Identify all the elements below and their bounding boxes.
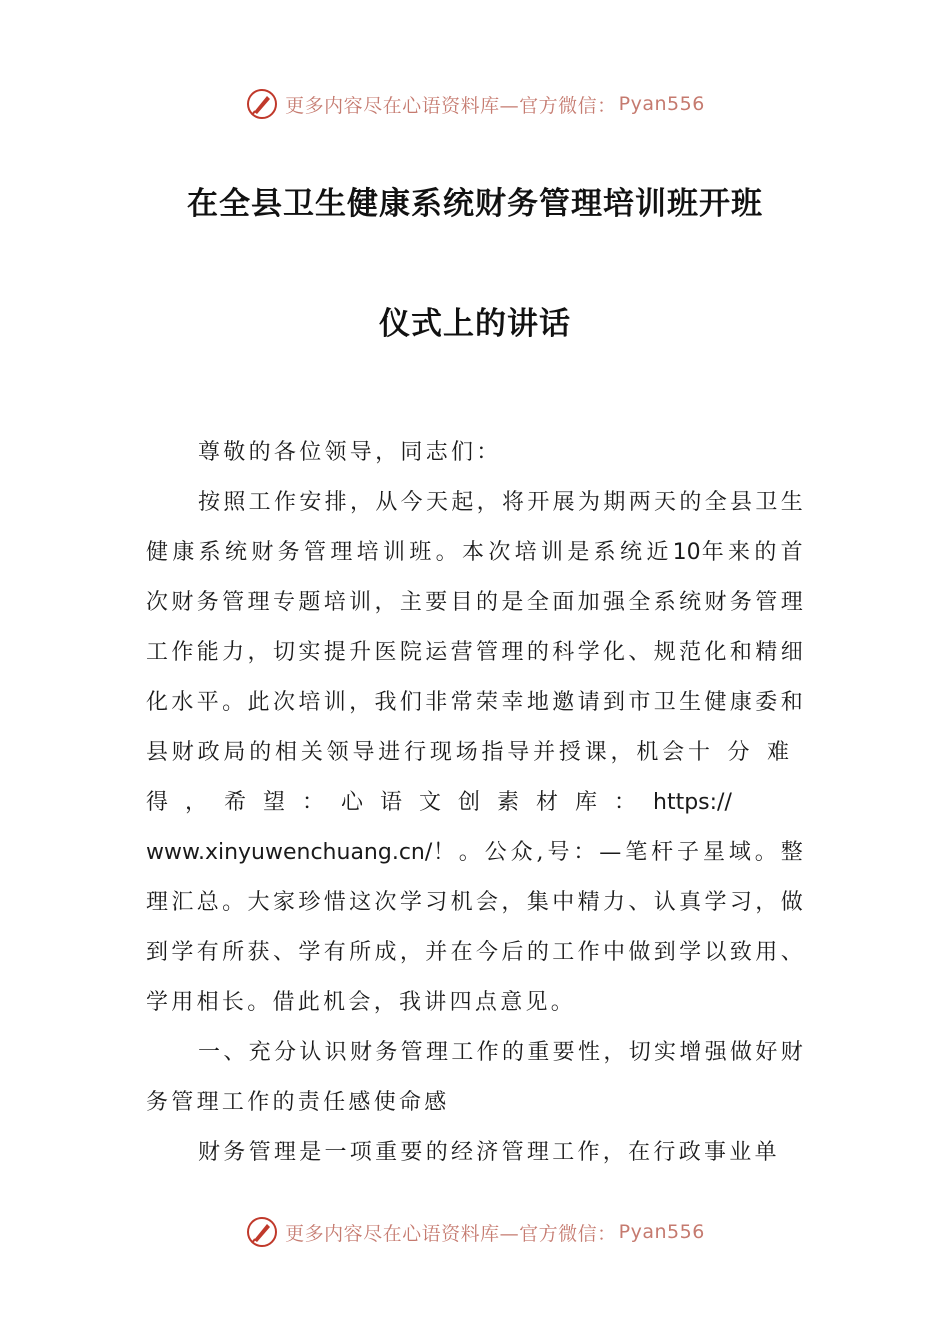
- watermark-wechat-id: Pyan556: [618, 1221, 705, 1243]
- document-title-line1: 在全县卫生健康系统财务管理培训班开班: [187, 186, 763, 222]
- paragraph-1-part3: ！。公众,号：—笔杆子星域。整理汇总。大家珍惜这次学习机会，集中精力、认真学习，做到学有所获、学有所成，并在今后的工作中做到学以致用、学用相长。借此机会，我讲四点意见。: [146, 840, 806, 1015]
- paragraph-1-url-part1: https://: [653, 790, 732, 815]
- quill-pen-logo-icon: [245, 1215, 279, 1249]
- salutation: 尊敬的各位领导，同志们：: [198, 440, 502, 465]
- paragraph-1-spaced: 十分难得，希望：心语文创素材库：: [146, 740, 806, 815]
- section-heading-1: 一、充分认识财务管理工作的重要性，切实增强做好财务管理工作的责任感使命感: [146, 1040, 806, 1115]
- paragraph-1-url-part2: www.xinyuwenchuang.cn/: [146, 840, 433, 865]
- paragraph-1-part2: 年来的首次财务管理专题培训，主要目的是全面加强全系统财务管理工作能力，切实提升医院运营管理的科学化、规范化和精细化水平。此次培训，我们非常荣幸地邀请到市卫生健康委和县财政局的相关领导进行现场指导并授课，机会: [146, 540, 806, 765]
- header-watermark: [0, 84, 950, 124]
- watermark-text: 更多内容尽在心语资料库—官方微信：: [285, 1222, 617, 1245]
- quill-pen-logo-icon: [245, 87, 279, 121]
- paragraph-1-part1: 按照工作安排，从今天起，将开展为期两天的全县卫生健康系统财务管理培训班。本次培训是系统近: [146, 490, 806, 565]
- paragraph-1-number: 10: [672, 540, 701, 565]
- paragraph-1: [146, 478, 806, 1028]
- paragraph-2: 财务管理是一项重要的经济管理工作，在行政事业单: [198, 1140, 780, 1165]
- footer-watermark: [0, 1212, 950, 1252]
- watermark-text: 更多内容尽在心语资料库—官方微信：: [285, 94, 617, 117]
- document-body: [146, 428, 806, 1178]
- watermark-wechat-id: Pyan556: [618, 93, 705, 115]
- document-title-line2: 仪式上的讲话: [379, 306, 571, 342]
